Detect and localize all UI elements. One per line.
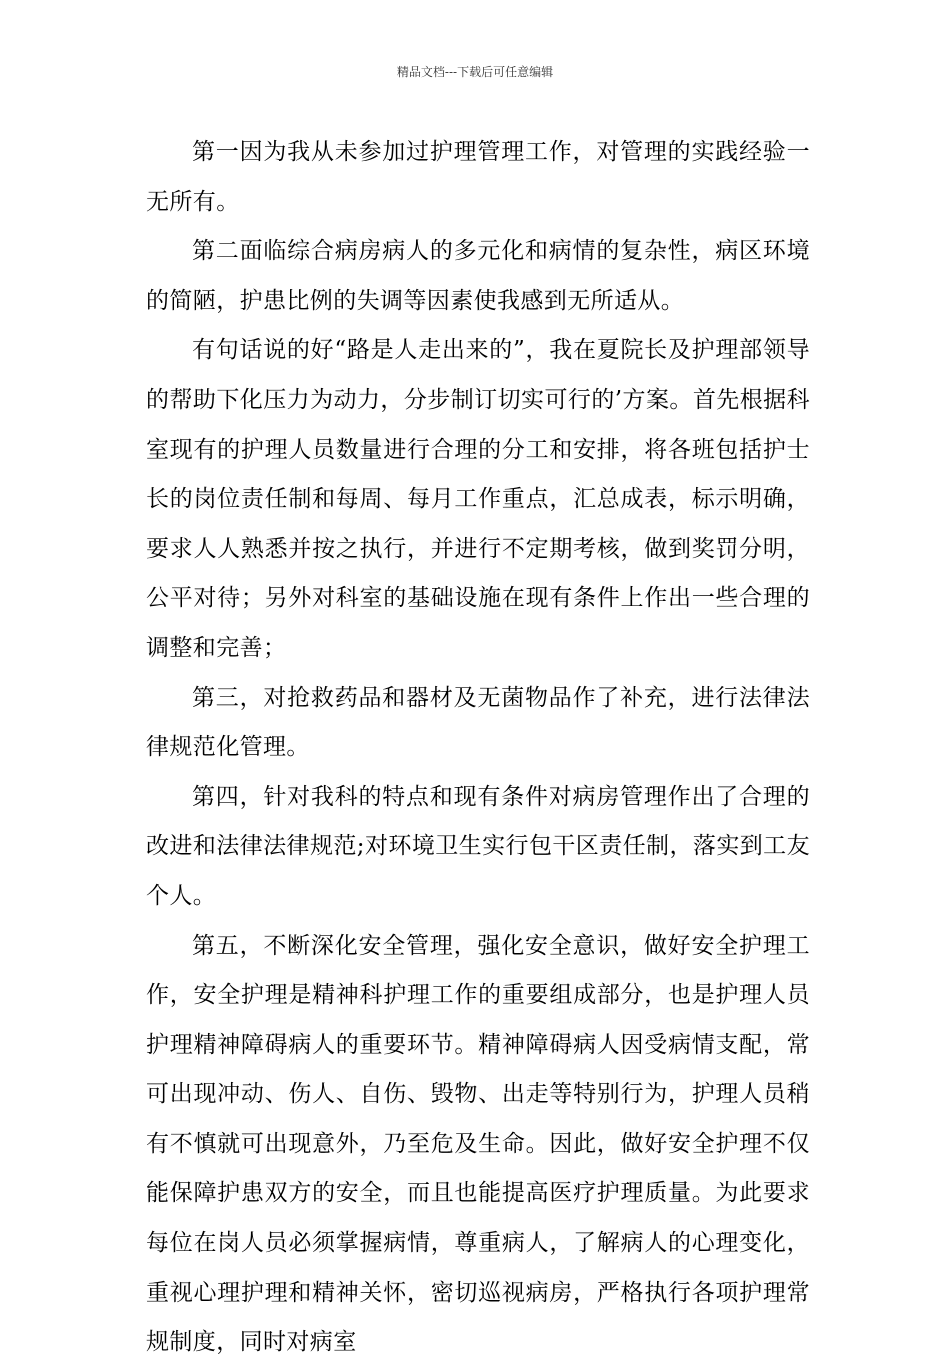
document-body <box>146 128 810 1368</box>
paragraph-6: 第五，不断深化安全管理，强化安全意识，做好安全护理工作，安全护理是精神科护理工作的重要组成部分，也是护理人员护理精神障碍病人的重要环节。精神障碍病人因受病情支配，常可出现冲动、伤人、自伤、毁物、出走等特别行为，护理人员稍有不慎就可出现意外，乃至危及生命。因此，做好安全护理不仅能保障护患双方的安全，而且也能提高医疗护理质量。为此要求每位在岗人员必须掌握病情，尊重病人，了解病人的心理变化，重视心理护理和精神关怀，密切巡视病房，严格执行各项护理常规制度，同时对病室 <box>146 932 810 1356</box>
paragraph-5: 第四，针对我科的特点和现有条件对病房管理作出了合理的改进和法律法律规范;对环境卫生实行包干区责任制，落实到工友个人。 <box>146 783 810 909</box>
paragraph-3: 有句话说的好“路是人走出来的”，我在夏院长及护理部领导的帮助下化压力为动力，分步制订切实可行的’方案。首先根据科室现有的护理人员数量进行合理的分工和安排，将各班包括护士长的岗位责任制和每周、每月工作重点，汇总成表，标示明确，要求人人熟悉并按之执行，并进行不定期考核，做到奖罚分明，公平对待；另外对科室的基础设施在现有条件上作出一些合理的调整和完善； <box>146 337 810 661</box>
paragraph-2: 第二面临综合病房病人的多元化和病情的复杂性，病区环境的简陋，护患比例的失调等因素使我感到无所适从。 <box>146 238 810 314</box>
paragraph-4: 第三，对抢救药品和器材及无菌物品作了补充，进行法律法律规范化管理。 <box>146 684 810 761</box>
paragraph-1: 第一因为我从未参加过护理管理工作，对管理的实践经验一无所有。 <box>146 139 810 215</box>
page-header: 精品文档---下载后可任意编辑 <box>396 65 554 79</box>
